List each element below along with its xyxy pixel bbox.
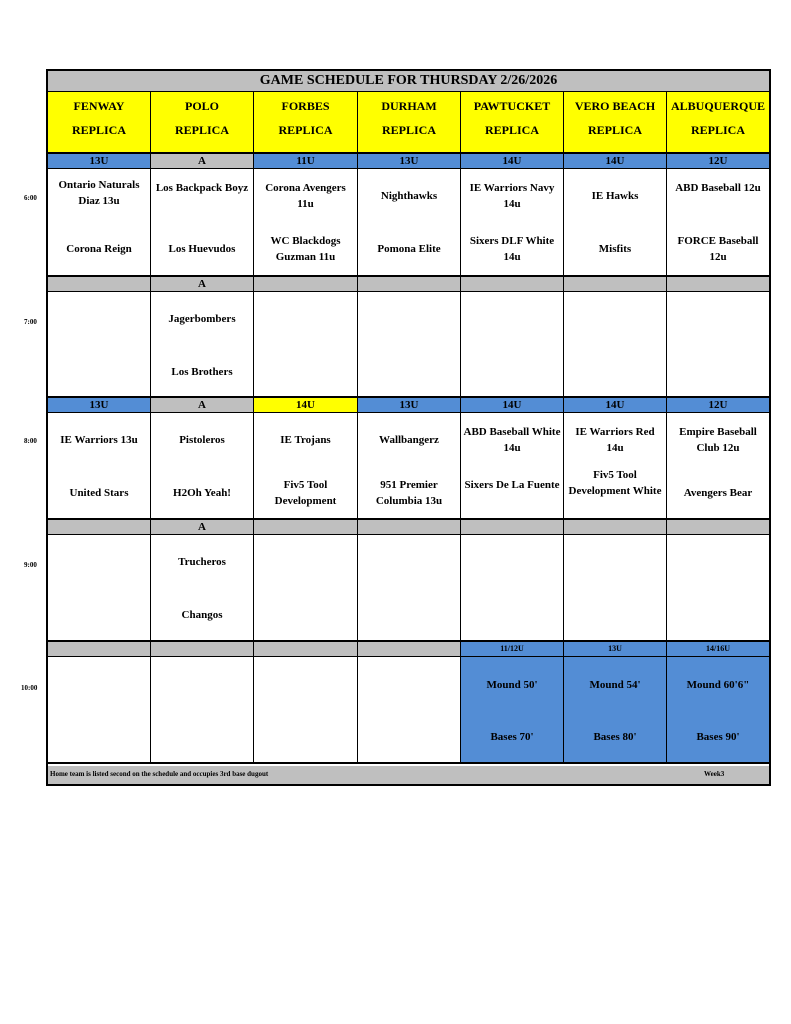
division-label: 11U [254,154,358,169]
division-label [564,277,667,292]
game-cell [254,535,358,642]
game-cell [461,169,564,277]
away-team: Pistoleros [179,434,225,446]
home-team: Avengers Bear [683,487,753,499]
game-cell [358,657,461,764]
away-team: Wallbangerz [379,434,439,446]
schedule-title: GAME SCHEDULE FOR THURSDAY 2/26/2026 [48,71,769,92]
away-team: IE Warriors 13u [60,434,138,446]
division-label [358,642,461,657]
home-team: FORCE Baseball 12u [677,235,759,263]
division-label [461,277,564,292]
division-label [358,520,461,535]
game-cell [48,535,151,642]
game-cell [48,657,151,764]
schedule-footer [48,766,769,784]
game-cell [358,535,461,642]
away-team: Corona Avengers 11u [265,182,346,210]
division-label: A [151,277,254,292]
division-label: 14U [564,154,667,169]
home-team: Sixers DLF White 14u [469,235,555,263]
division-label [564,520,667,535]
away-team: Trucheros [178,556,226,568]
division-label: 13U [48,398,151,413]
away-team: IE Warriors Navy 14u [469,182,555,210]
game-cell [48,169,151,277]
venue-subtitle: REPLICA [381,123,436,137]
home-team: Sixers De La Fuente [464,479,560,491]
home-team: WC Blackdogs Guzman 11u [270,235,341,263]
away-team: ABD Baseball 12u [675,182,761,194]
venue-name: POLO [184,99,219,113]
division-label [254,520,358,535]
division-label: 13U [564,642,667,657]
game-cell [151,292,254,398]
away-team: Los Backpack Boyz [155,182,249,194]
time-label: 10:00 [21,684,38,692]
schedule-sheet [46,69,771,786]
division-label: 12U [667,154,769,169]
home-team: Corona Reign [66,243,132,255]
game-cell [564,169,667,277]
division-label [667,277,769,292]
venue-header-forbes [254,92,358,154]
game-cell [564,535,667,642]
game-cell [254,169,358,277]
venue-name: ALBUQUERQUE [670,99,765,113]
time-label: 8:00 [24,437,37,445]
division-label [254,642,358,657]
division-label: 14U [461,154,564,169]
game-cell [358,292,461,398]
home-team: Fiv5 Tool Development [274,479,337,507]
game-cell [254,657,358,764]
venue-subtitle: REPLICA [587,123,642,137]
division-label [667,520,769,535]
mound-distance: Mound 54' [589,679,641,691]
division-label [48,642,151,657]
game-cell [358,413,461,520]
time-label: 9:00 [24,561,37,569]
venue-subtitle: REPLICA [690,123,745,137]
bases-distance: Bases 70' [490,731,534,743]
mound-distance: Mound 60'6" [686,679,750,691]
bases-distance: Bases 80' [593,731,637,743]
game-cell [667,413,769,520]
home-team: 951 Premier Columbia 13u [375,479,443,507]
away-team: Jagerbombers [168,313,236,325]
game-cell [667,535,769,642]
venue-name: FENWAY [73,99,125,113]
away-team: Empire Baseball Club 12u [679,426,757,454]
game-cell [461,535,564,642]
time-label: 6:00 [24,194,37,202]
home-team: Pomona Elite [377,243,441,255]
home-team: Los Brothers [171,366,233,378]
home-team: Changos [181,609,223,621]
division-label [48,277,151,292]
division-label: 12U [667,398,769,413]
game-cell [254,292,358,398]
division-label: A [151,398,254,413]
game-cell [254,413,358,520]
home-team-note: Home team is listed second on the schedule and occupies 3rd base dugout [50,770,269,778]
division-label: 14/16U [667,642,769,657]
game-cell [667,292,769,398]
away-team: IE Warriors Red 14u [575,426,655,454]
away-team: ABD Baseball White 14u [463,426,561,454]
venue-header-vero-beach [564,92,667,154]
division-label [461,520,564,535]
division-label: 14U [254,398,358,413]
venue-header-polo [151,92,254,154]
game-cell [151,535,254,642]
venue-header-durham [358,92,461,154]
division-label: 14U [461,398,564,413]
game-cell [151,413,254,520]
bases-distance: Bases 90' [696,731,740,743]
home-team: Misfits [598,243,632,255]
home-team: Fiv5 Tool Development White [568,469,662,497]
field-dimensions-cell [564,657,667,764]
game-cell [667,169,769,277]
division-label: 13U [358,154,461,169]
game-cell [358,169,461,277]
away-team: IE Trojans [280,434,331,446]
division-label: 11/12U [461,642,564,657]
division-label: A [151,154,254,169]
venue-header-fenway [48,92,151,154]
game-cell [564,292,667,398]
field-dimensions-cell [461,657,564,764]
field-dimensions-cell [667,657,769,764]
game-cell [461,292,564,398]
division-label: 13U [358,398,461,413]
time-label: 7:00 [24,318,37,326]
venue-subtitle: REPLICA [174,123,229,137]
week-label: Week3 [704,770,725,778]
division-label [48,520,151,535]
game-cell [48,413,151,520]
division-label: A [151,520,254,535]
venue-header-pawtucket [461,92,564,154]
game-cell [151,657,254,764]
venue-subtitle: REPLICA [71,123,126,137]
venue-name: DURHAM [381,99,437,113]
away-team: Ontario Naturals Diaz 13u [58,179,140,207]
division-label: 14U [564,398,667,413]
venue-header-albuquerque [667,92,769,154]
venue-subtitle: REPLICA [278,123,333,137]
away-team: Nighthawks [380,190,438,202]
home-team: H2Oh Yeah! [173,487,231,499]
game-cell [48,292,151,398]
division-label [254,277,358,292]
venue-subtitle: REPLICA [484,123,539,137]
division-label [151,642,254,657]
venue-name: VERO BEACH [574,99,656,113]
mound-distance: Mound 50' [486,679,538,691]
home-team: United Stars [69,487,129,499]
division-label [358,277,461,292]
game-cell [461,413,564,520]
venue-name: PAWTUCKET [473,99,551,113]
home-team: Los Huevudos [168,243,236,255]
away-team: IE Hawks [591,190,639,202]
game-cell [151,169,254,277]
game-cell [564,413,667,520]
venue-name: FORBES [281,99,330,113]
division-label: 13U [48,154,151,169]
